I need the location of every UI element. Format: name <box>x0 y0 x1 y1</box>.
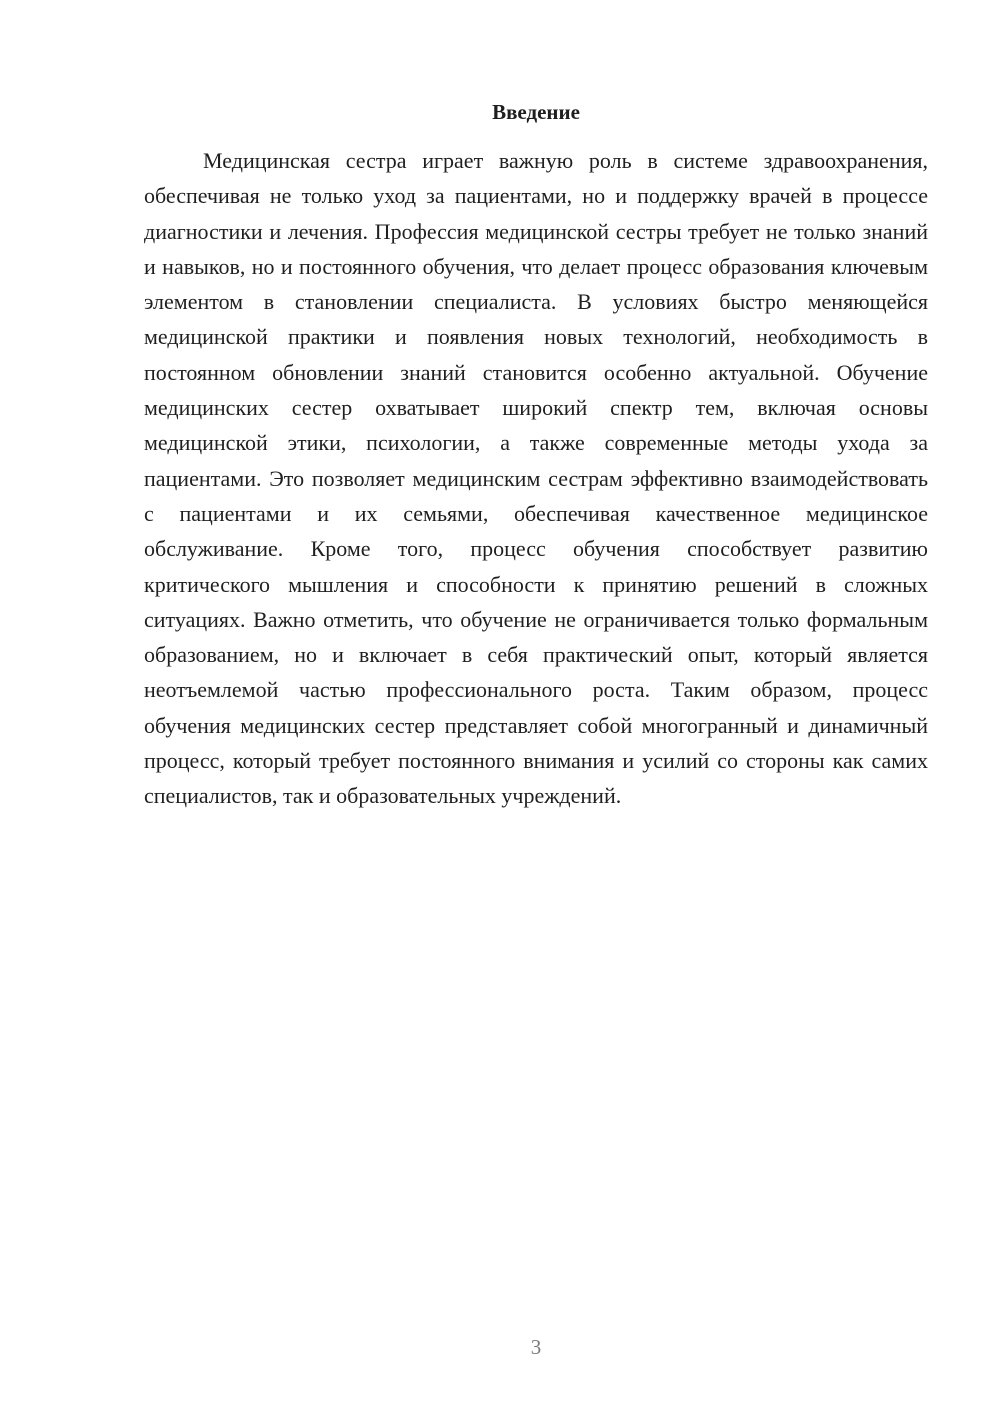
section-heading: Введение <box>492 100 580 124</box>
page-number: 3 <box>530 1335 542 1359</box>
body-paragraph: Медицинская сестра играет важную роль в системе здравоохранения, обеспечивая не только уход за пациентами, но и поддержку врачей в процессе диагностики и лечения. Профессия медицинской сестры требует не только знаний и навыков, но и постоянного обучения, что делает процесс образования ключевым элементом в становлении специалиста. В условиях быстро меняющейся медицинской практики и появления новых технологий, необходимость в постоянном обновлении знаний становится особенно актуальной. Обучение медицинских сестер охватывает широкий спектр тем, включая основы медицинской этики, психологии, а также современные методы ухода за пациентами. Это позволяет медицинским сестрам эффективно взаимодействовать с пациентами и их семьями, обеспечивая качественное медицинское обслуживание. Кроме того, процесс обучения способствует развитию критического мышления и способности к принятию решений в сложных ситуациях. Важно отметить, что обучение не ограничивается только формальным образованием, но и включает в себя практический опыт, который является неотъемлемой частью профессионального роста. Таким образом, процесс обучения медицинских сестер представляет собой многогранный и динамичный процесс, который требует постоянного внимания и усилий со стороны как самих специалистов, так и образовательных учреждений. <box>144 148 928 809</box>
